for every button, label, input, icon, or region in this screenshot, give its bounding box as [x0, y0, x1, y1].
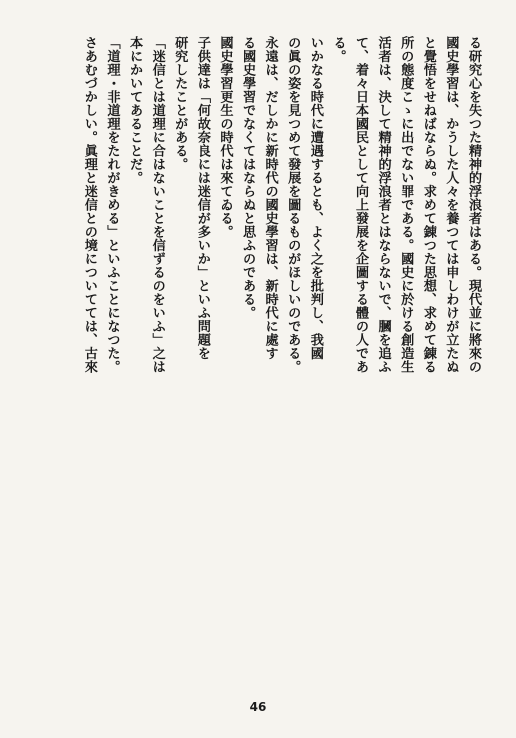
- text-column: と覺悟をせねばならぬ。求めて錬つた思想、求めて錬る: [420, 36, 436, 374]
- text-column: 活者は、決して精神的浮浪者とはならないで、膕を追ふ: [375, 36, 391, 374]
- text-column: 永遠は、だしかに新時代の國史學習は、新時代に處す: [262, 36, 278, 360]
- text-column: 「迷信とは道理に合はないことを信ずるのをいふ」之は: [149, 36, 165, 374]
- text-column: 本にかいてあることだ。: [127, 36, 143, 185]
- text-column: の眞の姿を見つめて發展を圖るものがほしいのである。: [285, 36, 301, 374]
- text-column: 子供達は「何故奈良には迷信が多いか」といふ問題を: [194, 36, 210, 360]
- text-column: 國史學習は、かうした人々を養つては申しわけが立たぬ: [443, 36, 459, 374]
- text-column: て、着々日本國民として向上發展を企圖する體の人であ: [353, 36, 369, 374]
- page-number: 46: [249, 700, 267, 714]
- text-column: さあむづかしい。眞理と迷信との境についてては、古來: [81, 36, 97, 374]
- text-column: 研究したことがある。: [172, 36, 188, 171]
- text-column: 國史學習更生の時代は來てゐる。: [217, 36, 233, 239]
- text-column: る。: [330, 36, 346, 63]
- text-column: る研究心を失つた精神的浮浪者はある。現代並に將來の: [466, 36, 481, 374]
- text-column: る國史學習でなくてはならぬと思ふのである。: [240, 36, 256, 320]
- body-text: [14, 36, 484, 616]
- text-column: 所の態度こゝに出でない罪である。國史に於ける創造生: [398, 36, 414, 374]
- text-column: いかなる時代に遭遇するとも、よく之を批判し、我國: [307, 36, 323, 360]
- text-column: 「道理・非道理をたれがきめる」といふことになつた。: [104, 36, 120, 374]
